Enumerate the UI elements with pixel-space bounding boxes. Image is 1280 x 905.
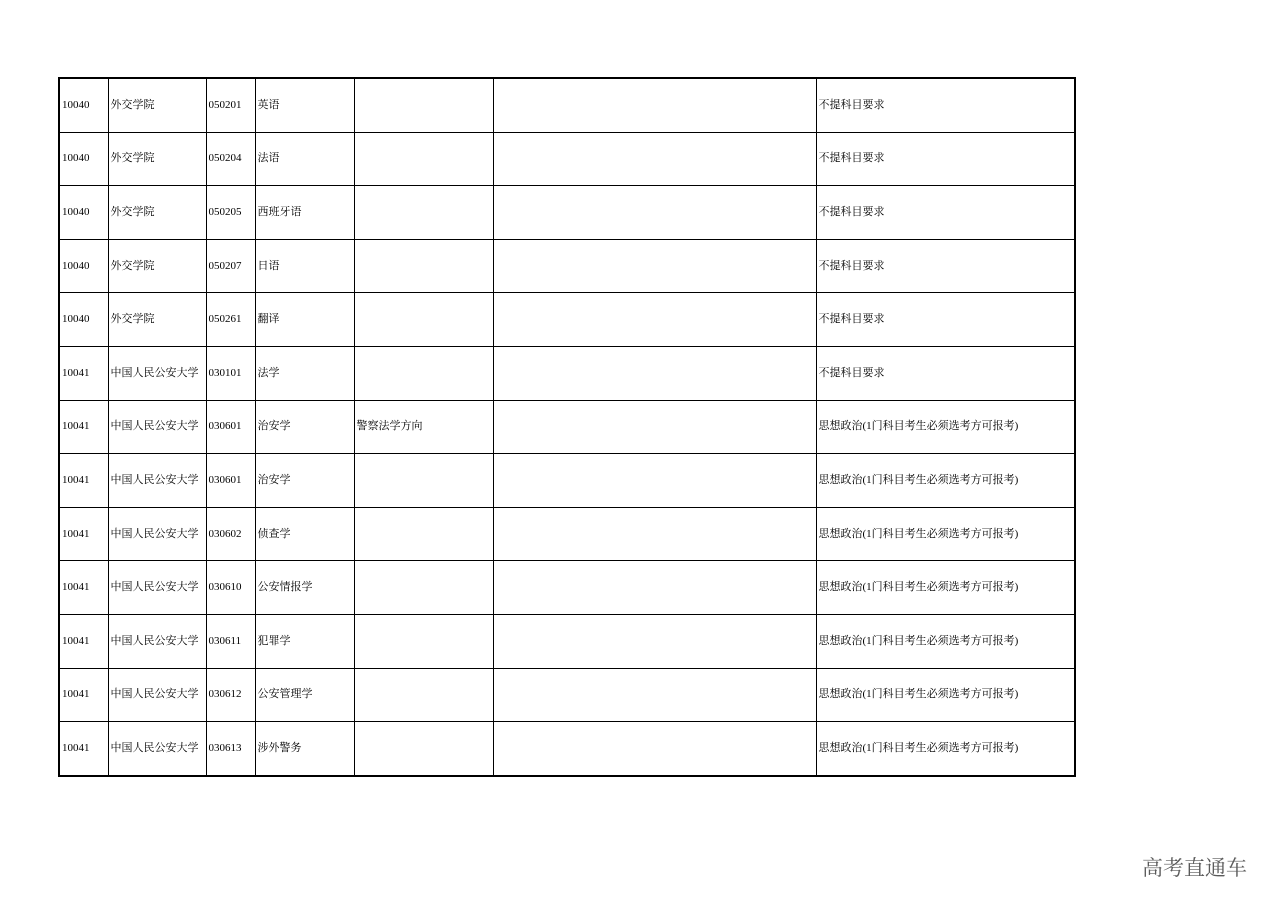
major-code-cell: 030613 [206, 722, 255, 776]
major-code-cell: 030101 [206, 346, 255, 400]
direction-cell [354, 454, 493, 508]
school-code-cell: 10040 [59, 239, 108, 293]
table-row [59, 78, 1075, 132]
direction-cell [354, 346, 493, 400]
table-body [59, 78, 1075, 776]
table-row [59, 132, 1075, 186]
table-row [59, 186, 1075, 240]
major-code-cell: 030601 [206, 454, 255, 508]
subject-requirement-cell: 不提科目要求 [816, 293, 1075, 347]
major-name-cell: 犯罪学 [255, 614, 354, 668]
blank-cell [493, 78, 816, 132]
school-code-cell: 10040 [59, 78, 108, 132]
table-row [59, 561, 1075, 615]
subject-requirement-cell: 思想政治(1门科目考生必须选考方可报考) [816, 507, 1075, 561]
blank-cell [493, 722, 816, 776]
school-name-cell: 中国人民公安大学 [108, 561, 206, 615]
major-code-cell: 030611 [206, 614, 255, 668]
direction-cell [354, 132, 493, 186]
major-name-cell: 法语 [255, 132, 354, 186]
blank-cell [493, 132, 816, 186]
blank-cell [493, 561, 816, 615]
major-code-cell: 030601 [206, 400, 255, 454]
subject-requirement-cell: 思想政治(1门科目考生必须选考方可报考) [816, 561, 1075, 615]
table-row [59, 668, 1075, 722]
school-code-cell: 10041 [59, 507, 108, 561]
direction-cell [354, 78, 493, 132]
school-name-cell: 中国人民公安大学 [108, 668, 206, 722]
school-name-cell: 中国人民公安大学 [108, 346, 206, 400]
blank-cell [493, 346, 816, 400]
table-row [59, 614, 1075, 668]
major-name-cell: 西班牙语 [255, 186, 354, 240]
major-name-cell: 公安情报学 [255, 561, 354, 615]
direction-cell [354, 239, 493, 293]
major-name-cell: 翻译 [255, 293, 354, 347]
major-code-cell: 030610 [206, 561, 255, 615]
table-row [59, 346, 1075, 400]
direction-cell [354, 614, 493, 668]
subject-requirement-cell: 不提科目要求 [816, 239, 1075, 293]
school-code-cell: 10041 [59, 722, 108, 776]
major-name-cell: 治安学 [255, 454, 354, 508]
school-code-cell: 10041 [59, 614, 108, 668]
major-code-cell: 030602 [206, 507, 255, 561]
major-code-cell: 050261 [206, 293, 255, 347]
admission-requirements-table [58, 77, 1074, 777]
blank-cell [493, 614, 816, 668]
school-code-cell: 10041 [59, 346, 108, 400]
major-name-cell: 侦查学 [255, 507, 354, 561]
major-name-cell: 治安学 [255, 400, 354, 454]
subject-requirement-cell: 不提科目要求 [816, 78, 1075, 132]
major-code-cell: 050207 [206, 239, 255, 293]
blank-cell [493, 239, 816, 293]
major-code-cell: 050204 [206, 132, 255, 186]
table-row [59, 400, 1075, 454]
school-code-cell: 10040 [59, 293, 108, 347]
school-name-cell: 外交学院 [108, 293, 206, 347]
subject-requirement-cell: 不提科目要求 [816, 346, 1075, 400]
school-name-cell: 外交学院 [108, 132, 206, 186]
major-name-cell: 日语 [255, 239, 354, 293]
direction-cell [354, 293, 493, 347]
table-row [59, 454, 1075, 508]
subject-requirement-cell: 思想政治(1门科目考生必须选考方可报考) [816, 400, 1075, 454]
blank-cell [493, 507, 816, 561]
table-row [59, 507, 1075, 561]
blank-cell [493, 668, 816, 722]
direction-cell [354, 668, 493, 722]
major-code-cell: 050205 [206, 186, 255, 240]
direction-cell [354, 722, 493, 776]
table-row [59, 293, 1075, 347]
school-code-cell: 10041 [59, 668, 108, 722]
table-row [59, 722, 1075, 776]
subject-requirement-cell: 不提科目要求 [816, 186, 1075, 240]
school-name-cell: 外交学院 [108, 239, 206, 293]
direction-cell: 警察法学方向 [354, 400, 493, 454]
blank-cell [493, 400, 816, 454]
school-code-cell: 10041 [59, 561, 108, 615]
major-name-cell: 英语 [255, 78, 354, 132]
blank-cell [493, 454, 816, 508]
subject-requirement-cell: 思想政治(1门科目考生必须选考方可报考) [816, 454, 1075, 508]
subject-requirement-cell: 不提科目要求 [816, 132, 1075, 186]
major-name-cell: 公安管理学 [255, 668, 354, 722]
school-name-cell: 中国人民公安大学 [108, 454, 206, 508]
major-code-cell: 030612 [206, 668, 255, 722]
table-grid [58, 77, 1076, 777]
school-name-cell: 中国人民公安大学 [108, 400, 206, 454]
school-name-cell: 中国人民公安大学 [108, 722, 206, 776]
major-code-cell: 050201 [206, 78, 255, 132]
school-code-cell: 10041 [59, 454, 108, 508]
table-row [59, 239, 1075, 293]
school-code-cell: 10040 [59, 132, 108, 186]
school-code-cell: 10040 [59, 186, 108, 240]
blank-cell [493, 293, 816, 347]
school-name-cell: 中国人民公安大学 [108, 507, 206, 561]
subject-requirement-cell: 思想政治(1门科目考生必须选考方可报考) [816, 668, 1075, 722]
school-code-cell: 10041 [59, 400, 108, 454]
direction-cell [354, 507, 493, 561]
major-name-cell: 法学 [255, 346, 354, 400]
subject-requirement-cell: 思想政治(1门科目考生必须选考方可报考) [816, 722, 1075, 776]
school-name-cell: 外交学院 [108, 186, 206, 240]
direction-cell [354, 186, 493, 240]
school-name-cell: 中国人民公安大学 [108, 614, 206, 668]
blank-cell [493, 186, 816, 240]
watermark-text: 高考直通车 [1142, 856, 1247, 880]
school-name-cell: 外交学院 [108, 78, 206, 132]
major-name-cell: 涉外警务 [255, 722, 354, 776]
direction-cell [354, 561, 493, 615]
subject-requirement-cell: 思想政治(1门科目考生必须选考方可报考) [816, 614, 1075, 668]
